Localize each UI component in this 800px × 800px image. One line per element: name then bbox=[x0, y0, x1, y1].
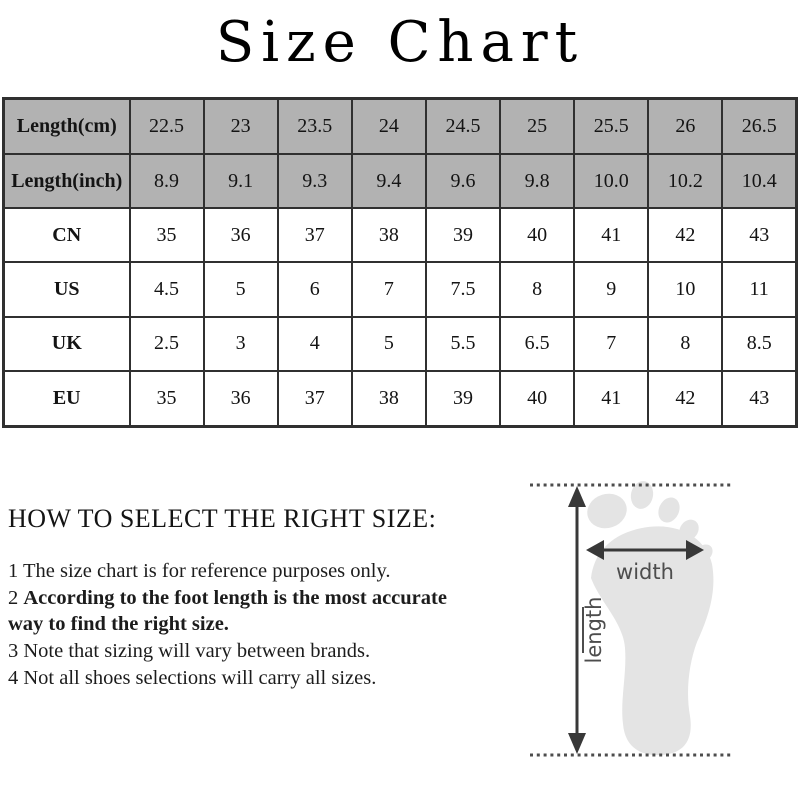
size-cell: 5 bbox=[352, 317, 426, 371]
size-cell: 8.5 bbox=[722, 317, 796, 371]
size-chart-table bbox=[2, 97, 798, 428]
size-cell: 10.0 bbox=[574, 154, 648, 208]
table-row bbox=[4, 317, 797, 371]
size-cell: 36 bbox=[204, 371, 278, 426]
size-cell: 6.5 bbox=[500, 317, 574, 371]
size-cell: 35 bbox=[130, 208, 204, 262]
size-cell: 41 bbox=[574, 208, 648, 262]
size-cell: 26 bbox=[648, 99, 722, 154]
size-cell: 9.4 bbox=[352, 154, 426, 208]
size-cell: 23 bbox=[204, 99, 278, 154]
size-cell: 38 bbox=[352, 371, 426, 426]
size-cell: 25.5 bbox=[574, 99, 648, 154]
row-header: CN bbox=[4, 208, 130, 262]
page-title: Size Chart bbox=[215, 10, 585, 75]
size-cell: 36 bbox=[204, 208, 278, 262]
table-row bbox=[4, 371, 797, 426]
size-cell: 5 bbox=[204, 262, 278, 316]
size-cell: 7 bbox=[352, 262, 426, 316]
size-cell: 6 bbox=[278, 262, 352, 316]
size-cell: 35 bbox=[130, 371, 204, 426]
size-cell: 24 bbox=[352, 99, 426, 154]
how-to-section bbox=[8, 504, 480, 691]
size-cell: 43 bbox=[722, 208, 796, 262]
row-header: Length(inch) bbox=[4, 154, 130, 208]
note-item: 1 The size chart is for reference purposes only. bbox=[8, 560, 391, 582]
size-cell: 37 bbox=[278, 371, 352, 426]
notes-list bbox=[8, 558, 480, 691]
size-cell: 41 bbox=[574, 371, 648, 426]
size-cell: 40 bbox=[500, 208, 574, 262]
row-header: US bbox=[4, 262, 130, 316]
length-label: length bbox=[582, 596, 606, 664]
size-cell: 4 bbox=[278, 317, 352, 371]
size-cell: 39 bbox=[426, 208, 500, 262]
note-item: 3 Note that sizing will vary between brands. bbox=[8, 639, 371, 662]
size-cell: 8.9 bbox=[130, 154, 204, 208]
size-cell: 9.6 bbox=[426, 154, 500, 208]
size-cell: 7 bbox=[574, 317, 648, 371]
size-cell: 43 bbox=[722, 371, 796, 426]
size-cell: 9.1 bbox=[204, 154, 278, 208]
table-row bbox=[4, 154, 797, 208]
size-cell: 42 bbox=[648, 208, 722, 262]
size-cell: 10 bbox=[648, 262, 722, 316]
size-cell: 5.5 bbox=[426, 317, 500, 371]
size-cell: 25 bbox=[500, 99, 574, 154]
size-cell: 8 bbox=[500, 262, 574, 316]
size-cell: 10.4 bbox=[722, 154, 796, 208]
size-cell: 37 bbox=[278, 208, 352, 262]
foot-measure-diagram bbox=[520, 460, 800, 800]
size-cell: 9.8 bbox=[500, 154, 574, 208]
size-cell: 10.2 bbox=[648, 154, 722, 208]
table-row bbox=[4, 262, 797, 316]
size-cell: 11 bbox=[722, 262, 796, 316]
width-label: width bbox=[616, 560, 674, 584]
row-header: EU bbox=[4, 371, 130, 426]
size-cell: 9.3 bbox=[278, 154, 352, 208]
size-cell: 3 bbox=[204, 317, 278, 371]
size-cell: 38 bbox=[352, 208, 426, 262]
note-item: 4 Not all shoes selections will carry all sizes. bbox=[8, 666, 377, 689]
table-row bbox=[4, 208, 797, 262]
row-header: UK bbox=[4, 317, 130, 371]
size-cell: 23.5 bbox=[278, 99, 352, 154]
size-cell: 39 bbox=[426, 371, 500, 426]
size-cell: 26.5 bbox=[722, 99, 796, 154]
size-cell: 24.5 bbox=[426, 99, 500, 154]
size-cell: 4.5 bbox=[130, 262, 204, 316]
table-row bbox=[4, 99, 797, 154]
size-cell: 8 bbox=[648, 317, 722, 371]
size-cell: 9 bbox=[574, 262, 648, 316]
row-header: Length(cm) bbox=[4, 99, 130, 154]
note-item: 2 According to the foot length is the most accurate way to find the right size. bbox=[8, 586, 447, 636]
how-to-heading: HOW TO SELECT THE RIGHT SIZE: bbox=[8, 504, 437, 533]
size-cell: 7.5 bbox=[426, 262, 500, 316]
size-cell: 40 bbox=[500, 371, 574, 426]
size-cell: 22.5 bbox=[130, 99, 204, 154]
size-cell: 42 bbox=[648, 371, 722, 426]
size-cell: 2.5 bbox=[130, 317, 204, 371]
